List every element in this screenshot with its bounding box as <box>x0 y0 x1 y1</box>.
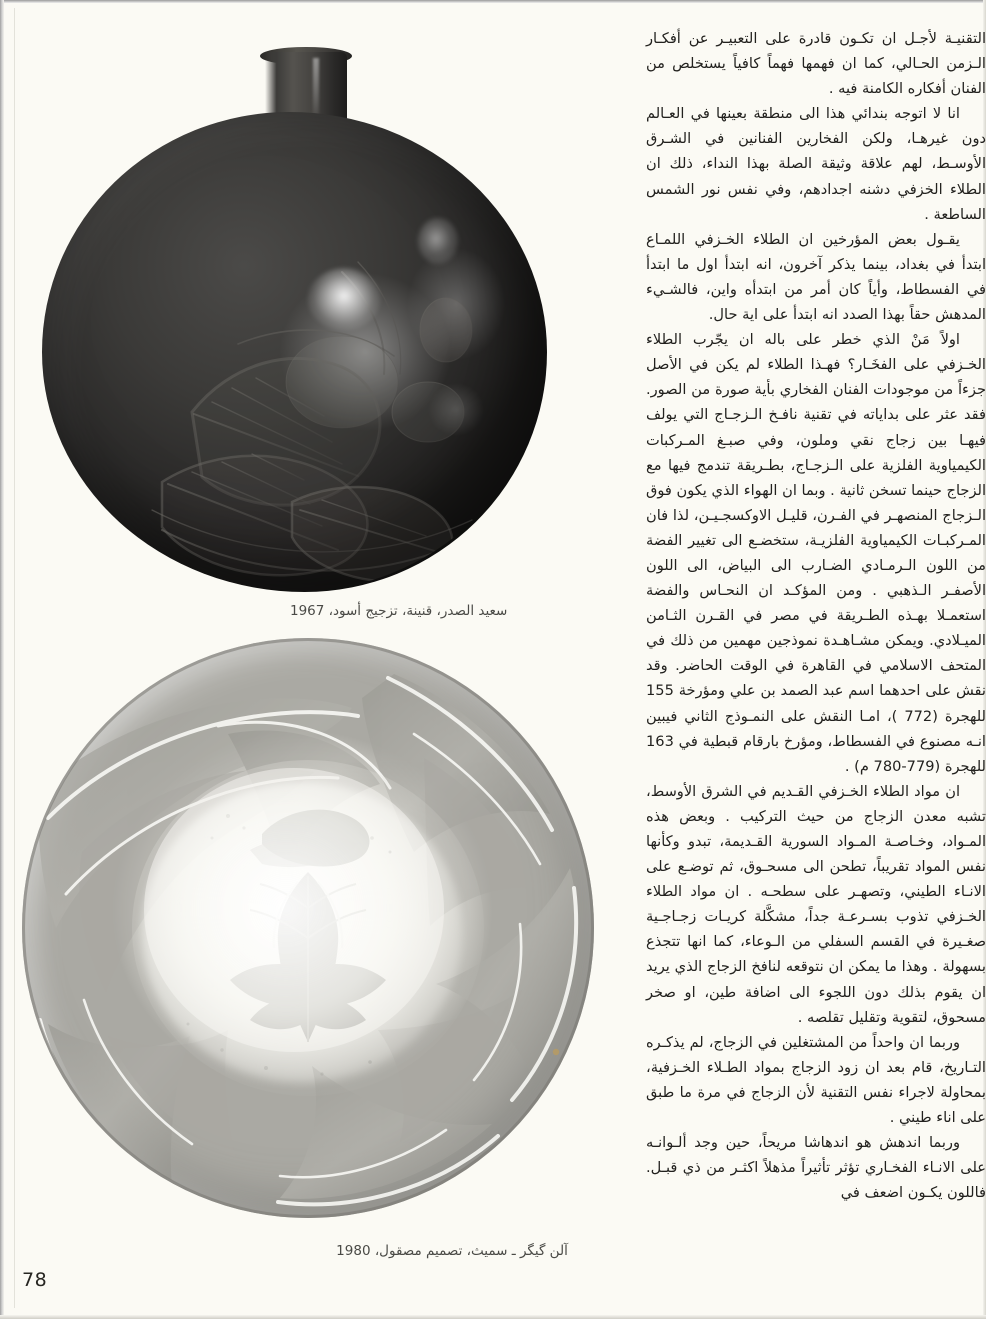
body-text-column <box>626 26 986 1205</box>
body-text <box>646 26 986 1205</box>
paragraph: انا لا اتوجه بندائي هذا الى منطقة بعينها في العـالم دون غيرهـا، ولكن الفخارين الفنانين في الشـرق الأوسـط، لهم علاقة وثيقة الصلة بهذا النداء، ذلك ان الطلاء الخزفي دشنه اجدادهم، وفي نفس نور الشمس الساطعة . <box>646 105 986 223</box>
bottle-specular-highlight <box>308 268 380 330</box>
bottle-secondary-highlight <box>418 218 458 264</box>
paragraph: يقـول بعض المؤرخين ان الطلاء الخـزفي اللمـاع ابتدأ في بغداد، بينما يذكر آخرون، انه ابتدأ اول ما ابتدأ في الفسطاط، وأياً كان أمر من ابتدأه واين، فالشـيء المدهش حقاً بهذا الصدد انه ابتدأ على اية حال. <box>646 230 986 324</box>
paragraph: وربما ان واحداً من المشتغلين في الزجاج، لم يذكـره التـاريخ، قام بعد ان زود الزجاج بمواد الطـلاء الخـزفية، بمحاولة لاجراء نفس التقنية لأن الزجاج في مرة ما طبق على اناء طيني . <box>646 1033 986 1127</box>
paragraph: اولاً مَنْ الذي خطر على باله ان يجّرب الطلاء الخـزفي على الفخَـار؟ فهـذا الطلاء لم يكن في الأصل جزءاً من موجودات الفنان الفخاري بأية صورة من الصور. فقد عثر على بداياته في تقنية نافـخ الـزجـاج التي يولف فيهـا بين زجاج نقي وملون، وفي صبـغ المـركبات الكيمياوية الفلزية على الـزجـاج، بطـريقة تندمج فيها مع الزجاج حينما تسخن ثانية . وبما ان الهواء الذي يكون فوق الـزجاج المنصهـر في الفـرن، قليـل الاوكسجـيـن، لذا فان المـركبـات الكيمياوية الفلزيـة، ستخضـع الى تغيير الفضة من اللون الـرمـادي الضـارب الى البياض، الى اللون الأصفـر الـذهبي . ومن المؤكـد ان النحـاس والفضة استعمـلا بهـذه الطـريقة في مصر في القـرن الثـامن الميـلادي. ويمكن مشـاهـدة نموذجين مهمين من ذلك في المتحف الاسلامي في القاهرة في الوقت الحاضر. وقد نقش على احدهما اسم عبد الصمد بن علي ومؤرخة 155 للهجرة (772 )، امـا النقش على النمـوذج الثاني فيبين انـه مصنوع في الفسطاط، ومؤرخ بارقام قبطية في 163 للهجرة (779-780 م) . <box>646 331 986 775</box>
bottle-neck-highlight <box>313 58 319 118</box>
page-number: 78 <box>22 1269 48 1291</box>
figure-bottom-caption-text: آلن گيگر ـ سميث، تصميم مصقول، 1980 <box>336 1243 568 1259</box>
figure-top-caption <box>0 603 614 619</box>
bowl-rim <box>22 638 594 1218</box>
figure-top-caption-text: سعيد الصدر، قنينة، تزجيج أسود، 1967 <box>290 603 508 619</box>
bottle-photograph <box>36 18 596 594</box>
paragraph: ان مواد الطلاء الخـزفي القـديم في الشرق الأوسط، تشبه معدن الزجاج من حيث التركيب . وبعض هذه المـواد، وخـاصـة المـواد السورية القـديمة، تبدو وكأنها نفس المواد تقريباً، تطحن الى مسحـوق، ثم توضـع على الانـاء الطيني، وتصهـر على سطحـه . ان مواد الطلاء الخـزفي تذوب بسـرعـة جداً، مشكَّلة كريـات زجـاجـية صغـيرة في القسم السفلي من الـوعاء، كما انها تتجذع بسهولة . وهذا ما يمكن ان نتوقعه لنافخ الزجاج الذي يريد ان يقوم بذلك دون اللجوء الى اضافة طين، او صخر مسحوق، لتقوية وتقليل تقلصه . <box>646 782 986 1026</box>
paragraph: وربما اندهش هو اندهاشا مريحاً، حين وجد ألـوانـه على الانـاء الفخـاري تؤثر تأثيراً مذهلاً اكثـر من ذي قبـل. فاللون يكـون اضعف في <box>646 1134 986 1202</box>
bowl-photograph <box>14 632 600 1232</box>
figure-top <box>36 18 596 594</box>
paragraph: التقنيـة لأجـل ان تكـون قادرة على التعبيـر عن أفكـار الـزمن الحـالي، كما ان فهمها فهماً كافياً يستخلص من الفنان أفكاره الكامنة فيه . <box>646 30 986 98</box>
bottle-incised-decoration <box>42 112 547 592</box>
figure-bottom <box>14 632 600 1232</box>
figure-bottom-caption <box>0 1243 614 1259</box>
